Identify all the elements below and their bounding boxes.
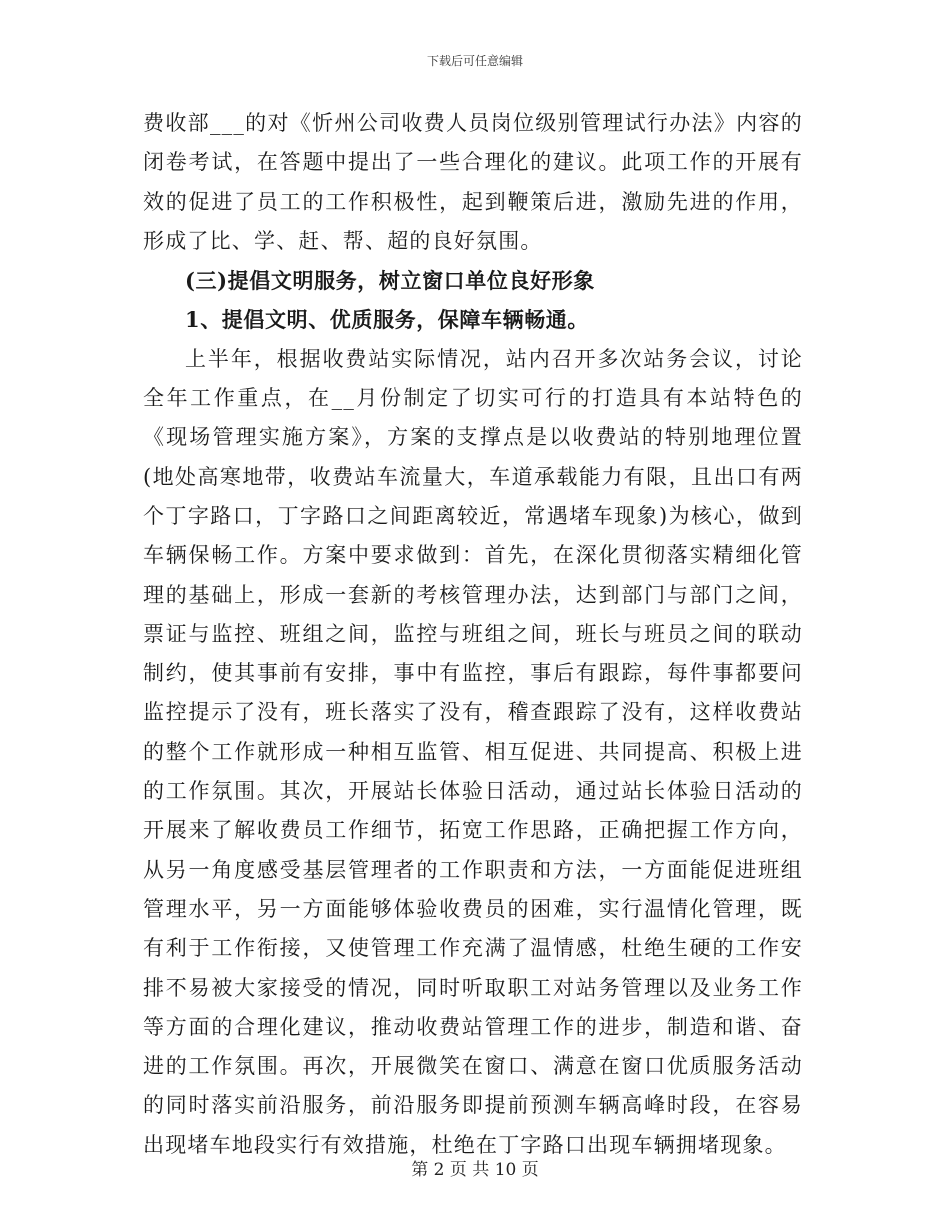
- body-paragraph-2: 上半年，根据收费站实际情况，站内召开多次站务会议，讨论全年工作重点，在__月份制定了切实可行的打造具有本站特色的《现场管理实施方案》，方案的支撑点是以收费站的特别地理位置(地处高寒地带，收费站车流量大，车道承载能力有限，且出口有两个丁字路口，丁字路口之间距离较近，常遇堵车现象)为核心，做到车辆保畅工作。方案中要求做到：首先，在深化贯彻落实精细化管理的基础上，形成一套新的考核管理办法，达到部门与部门之间，票证与监控、班组之间，监控与班组之间，班长与班员之间的联动制约，使其事前有安排，事中有监控，事后有跟踪，每件事都要问监控提示了没有，班长落实了没有，稽查跟踪了没有，这样收费站的整个工作就形成一种相互监管、相互促进、共同提高、积极上进的工作氛围。其次，开展站长体验日活动，通过站长体验日活动的开展来了解收费员工作细节，拓宽工作思路，正确把握工作方向，从另一角度感受基层管理者的工作职责和方法，一方面能促进班组管理水平，另一方面能够体验收费员的困难，实行温情化管理，既有利于工作衔接，又使管理工作充满了温情感，杜绝生硬的工作安排不易被大家接受的情况，同时听取职工对站务管理以及业务工作等方面的合理化建议，推动收费站管理工作的进步，制造和谐、奋进的工作氛围。再次，开展微笑在窗口、满意在窗口优质服务活动的同时落实前沿服务，前沿服务即提前预测车辆高峰时段，在容易出现堵车地段实行有效措施，杜绝在丁字路口出现车辆拥堵现象。: [143, 346, 803, 1157]
- document-body: [143, 104, 803, 1165]
- page-header-note: 下载后可任意编辑: [426, 54, 523, 68]
- body-paragraph-1: 费收部___的对《忻州公司收费人员岗位级别管理试行办法》内容的闭卷考试，在答题中提出了一些合理化的建议。此项工作的开展有效的促进了员工的工作积极性，起到鞭策后进，激励先进的作用，形成了比、学、赶、帮、超的良好氛围。: [143, 111, 803, 253]
- section-heading: (三)提倡文明服务，树立窗口单位良好形象: [185, 268, 595, 294]
- page-number: 第 2 页 共 10 页: [411, 1160, 539, 1180]
- item-heading: 1、提倡文明、优质服务，保障车辆畅通。: [185, 307, 590, 333]
